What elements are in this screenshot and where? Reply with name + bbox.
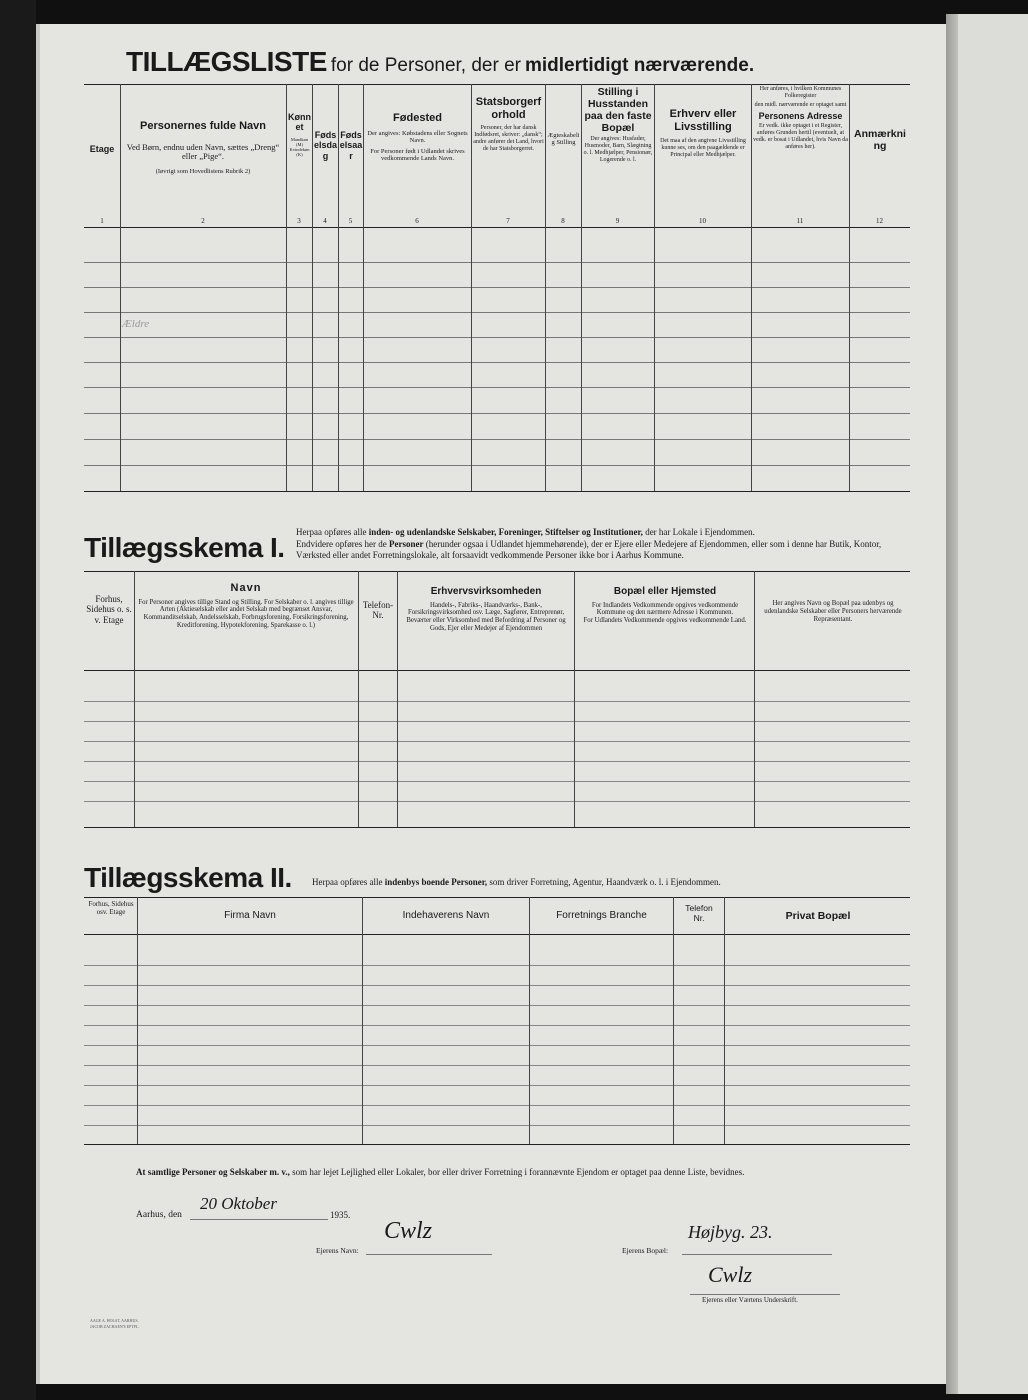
col-gender-header: Kønnet Mandkøn (M) Kvindekøn (K) <box>288 112 311 158</box>
s2-col-private-address-header: Privat Bopæl <box>785 910 851 922</box>
schema1-title: Tillægsskema I. <box>84 532 285 563</box>
title-main: TILLÆGSLISTE <box>126 46 327 77</box>
col-number: 2 <box>201 217 205 225</box>
col-number: 9 <box>615 217 620 225</box>
owner-address-label: Ejerens Bopæl: <box>622 1246 669 1255</box>
col-number: 5 <box>348 217 353 225</box>
date-handwritten: 20 Oktober <box>200 1194 277 1213</box>
s1-col-business-header: Erhvervsvirksomheden Handels-, Fabriks-, Haandværks-, Bank-, Forsikringsvirksomhed osv. Læge, Sagfører, Entreprenør, Beværter eller Virksomhed med Befordring af Personer og Gods, Ejer eller Medejer af Ejendommen <box>406 586 566 632</box>
s1-col-residence-header: Bopæl eller Hjemsted For Indlandets Vedkommende opgives vedkommende Kommune og den nærmere Adresse i Kommunen. For Udlandets Vedkommende opgives vedkommende Land. <box>583 586 747 625</box>
date-year: 1935. <box>330 1210 351 1220</box>
col-number: 10 <box>699 217 706 225</box>
s1-col-phone-header: Telefon-Nr. <box>362 600 394 621</box>
title-rest: for de Personer, der er <box>330 55 521 76</box>
col-number: 4 <box>323 217 327 225</box>
printer-imprint: AAGE A. HOLST, AARHUS. JACOB ZACHAEN'S EFTFL. <box>90 1318 140 1329</box>
signature-handwritten: Cwlz <box>708 1262 753 1287</box>
col-number: 8 <box>561 217 565 225</box>
title-bold: midlertidigt nærværende. <box>525 55 755 76</box>
schema2-title: Tillægsskema II. <box>84 862 292 893</box>
schema1-description: Herpaa opføres alle inden- og udenlandske Selskaber, Foreninger, Stiftelser og Institutioner, der har Lokale i Ejendommen. Endvidere opføres her de Personer (herunder ogsaa i Udlandet hjemmehørende), der er Ejere eller Medejere af Ejendommen, eller som i denne har Butik, Kontor, Værksted eller andet Forretningslokale, alt forsaavidt vedkommende Personer ikke bor i Aarhus Kommune. <box>296 527 882 561</box>
col-birthday-header: Fødselsdag <box>313 130 337 161</box>
owner-name-label: Ejerens Navn: <box>316 1246 359 1255</box>
s1-col-representative-header: Her angives Navn og Bopæl paa udenbys og udenlandske Selskaber eller Personers herværende Repræsentant. <box>764 600 902 623</box>
col-number: 3 <box>297 217 301 225</box>
form-page <box>36 24 946 1384</box>
col-birthplace-header: Fødested Der angives: Købstadens eller Sognets Navn. For Personer født i Udlandet skrives vedkommende Lands Navn. <box>367 112 468 163</box>
s2-col-etage-header: Forhus, Sidehus osv. Etage <box>88 900 134 917</box>
s1-col-name-header: Navn For Personer angives tillige Stand og Stilling. For Selskaber o. l. angives tillige Arten (Aktieselskab eller andet Selskab med begrænset Ansvar, Kommanditselskab, Andelsselskab, Forbrugsforening, Forsikringsforening, Kreditforening, Hypotekforening, Sparekasse o. l.) <box>138 582 354 630</box>
owner-name-handwritten: Cwlz <box>384 1218 433 1244</box>
s2-col-branch-header: Forretnings Branche <box>556 910 647 921</box>
book-gutter <box>946 14 958 1394</box>
col-citizenship-header: Statsborgerforhold Personer, der har dansk Indfødsret, skriver: „dansk“; andre anfører det Land, hvori de har Statsborgerret. <box>473 96 544 152</box>
page-title <box>126 46 926 78</box>
col-number: 1 <box>100 217 104 225</box>
signature-label: Ejerens eller Værtens Underskrift. <box>702 1296 798 1304</box>
col-name-header: Personernes fulde Navn Ved Børn, endnu uden Navn, sættes „Dreng“ eller „Pige“. (Iøvrigt som Hovedlistens Rubrik 2) <box>126 120 280 176</box>
facing-page <box>958 14 1028 1394</box>
s2-col-firm-header: Firma Navn <box>224 910 276 921</box>
faint-handwriting: Ældre <box>122 318 150 330</box>
col-address-header: Her anføres, i hvilken Kommunes Folkeregister den midl. nærværende er optaget samt Personens Adresse Er vedk. ikke optaget i et Register, anføres Grunden hertil (eventuelt, at vedk. er bosat i Udlandet, hvis Navn da anføres her). <box>753 86 848 150</box>
col-birthyear-header: Fødselsaar <box>339 130 363 161</box>
s2-col-owner-header: Indehaverens Navn <box>402 910 490 921</box>
certification-text: At samtlige Personer og Selskaber m. v., som har lejet Lejlighed eller Lokaler, bor eller driver Forretning i forannævnte Ejendom er optaget paa denne Liste, bevidnes. <box>136 1167 745 1177</box>
owner-address-handwritten: Højbyg. 23. <box>688 1222 773 1242</box>
col-number: 7 <box>506 217 510 225</box>
schema2-description: Herpaa opføres alle indenbys boende Personer, som driver Forretning, Agentur, Haandværk o. l. i Ejendommen. <box>312 877 721 887</box>
col-occupation-header: Erhverv eller Livsstilling Det maa af den angivne Livsstilling kunne ses, om den paagældende er Principal eller Medhjælper. <box>660 108 746 159</box>
date-line: Aarhus, den <box>136 1210 182 1220</box>
col-number: 6 <box>415 217 419 225</box>
binding-edge <box>0 0 36 1400</box>
col-household-header: Stilling i Husstanden paa den faste Bopæl Der angives: Husfader, Husmoder, Barn, Slægtning o. l. Medhjælper, Pensionær, Logerende o. l. <box>583 86 653 163</box>
col-etage-header: Etage <box>89 144 115 154</box>
col-marital-header: Ægteskabelig Stilling <box>547 132 580 147</box>
col-number: 11 <box>796 217 804 225</box>
s2-col-phone-header: Telefon Nr. <box>685 903 713 923</box>
col-remarks-header: Anmærkning <box>854 128 906 153</box>
col-number: 12 <box>876 217 883 225</box>
s1-col-etage-header: Forhus, Sidehus o. s. v. Etage <box>86 594 132 625</box>
